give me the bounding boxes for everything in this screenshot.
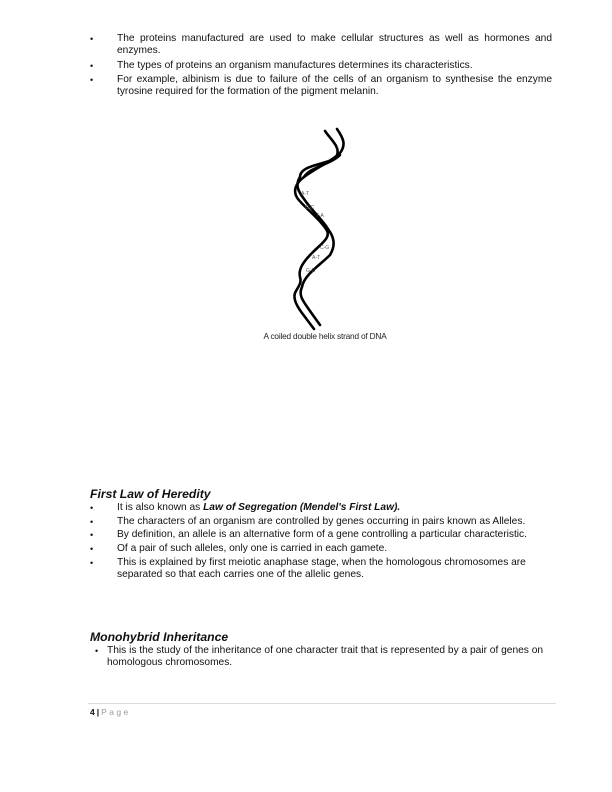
bullet-text: The types of proteins an organism manufactures determines its characteristics. [117, 59, 473, 71]
page-number: 4 [90, 707, 95, 717]
bullet-icon: • [90, 557, 94, 568]
bullet-text: By definition, an allele is an alternative form of a gene controlling a particular characteristic. [117, 529, 527, 541]
page-label: Page [101, 707, 131, 717]
bullet-icon: • [90, 75, 94, 86]
bullet-text: This is the study of the inheritance of one character trait that is represented by a pair of genes on homologous chromosomes. [107, 645, 544, 668]
footer-separator: | [96, 707, 100, 717]
bullet-item [0, 33, 552, 57]
emphasis-law-name: Law of Segregation (Mendel's First Law). [203, 502, 401, 513]
bullet-item [0, 645, 552, 669]
bullet-text: The characters of an organism are controlled by genes occurring in pairs known as Alleles. [117, 515, 526, 527]
bullet-icon: • [90, 60, 94, 71]
base-pair-label: G-C [306, 268, 316, 274]
bullet-item [0, 74, 552, 98]
bullet-item [0, 60, 552, 72]
bullet-item [0, 543, 552, 555]
monohybrid-bullet-list [0, 645, 552, 672]
bullet-text [117, 502, 552, 514]
dna-helix-figure [240, 125, 410, 350]
base-pair-label: C-G [320, 245, 330, 251]
base-pair-label: A-T [301, 191, 310, 197]
bullet-text: For example, albinism is due to failure of the cells of an organism to synthesise the enzyme tyrosine required for the formation of the pigment melanin. [117, 74, 552, 98]
bullet-icon: • [90, 503, 94, 513]
bullet-text: The proteins manufactured are used to make cellular structures as well as hormones and enzymes. [117, 33, 552, 56]
dna-double-helix-icon [240, 125, 410, 335]
bullet-icon: • [90, 516, 94, 527]
figure-caption: A coiled double helix strand of DNA [263, 331, 387, 341]
base-pair-label: T-A [316, 213, 324, 219]
section-heading-monohybrid: Monohybrid Inheritance [90, 630, 229, 644]
bullet-icon: • [90, 34, 94, 44]
first-law-bullet-list [0, 502, 552, 582]
section-heading-first-law: First Law of Heredity [90, 487, 211, 501]
bullet-item [0, 502, 552, 514]
bullet-text-prefix: It is also known as [117, 502, 204, 513]
bullet-item [0, 529, 552, 541]
bullet-icon: • [95, 646, 99, 656]
bullet-text: Of a pair of such alleles, only one is carried in each gamete. [117, 543, 388, 555]
bullet-item [0, 557, 552, 581]
base-pair-label: A-T [312, 255, 321, 261]
page-footer [90, 707, 131, 718]
base-pair-label: G-C [305, 205, 315, 211]
footer-divider [88, 703, 556, 704]
intro-bullet-list [0, 33, 552, 101]
bullet-icon: • [90, 544, 94, 555]
bullet-icon: • [90, 530, 94, 541]
bullet-item [0, 516, 552, 528]
bullet-text: This is explained by first meiotic anaphase stage, when the homologous chromosomes are separated so that each carries one of the allelic genes. [117, 556, 526, 580]
